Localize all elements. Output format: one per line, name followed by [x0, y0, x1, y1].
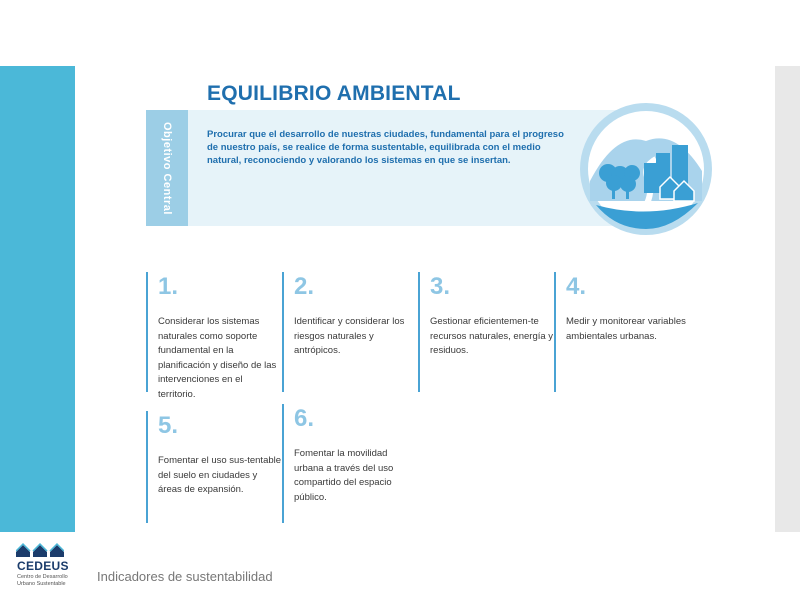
item-text: Considerar los sistemas naturales como soporte fundamental en la planificación y diseño de las intervenciones en el territorio.: [158, 316, 277, 400]
list-item: [418, 272, 554, 392]
page-title: EQUILIBRIO AMBIENTAL: [207, 82, 461, 105]
cedeus-logo-icon: [16, 542, 76, 558]
list-item: [282, 404, 418, 523]
list-item: [554, 272, 690, 392]
item-text: Fomentar el uso sus-tentable del suelo en ciudades y áreas de expansión.: [158, 455, 282, 495]
objective-side-label-wrap: [146, 110, 188, 226]
list-item: [146, 411, 282, 523]
item-number: 6.: [294, 405, 315, 432]
logo-name: CEDEUS: [17, 559, 69, 573]
item-text: Medir y monitorear variables ambientales urbanas.: [566, 316, 686, 342]
item-number: 5.: [158, 412, 179, 439]
item-number: 1.: [158, 273, 179, 300]
objective-side-label: Objetivo Central: [161, 121, 173, 215]
item-number: 3.: [430, 273, 451, 300]
item-number: 2.: [294, 273, 315, 300]
logo-subtitle: Centro de Desarrollo Urbano Sustentable: [17, 574, 68, 587]
item-text: Identificar y considerar los riesgos naturales y antrópicos.: [294, 316, 405, 356]
list-item: [146, 272, 282, 400]
left-accent-bar: [0, 66, 75, 532]
list-item: [282, 272, 418, 392]
footer-text: Indicadores de sustentabilidad: [97, 569, 273, 584]
city-nature-illustration-icon: [576, 101, 716, 237]
objective-text: Procurar que el desarrollo de nuestras ciudades, fundamental para el progreso de nuestro país, se realice de forma sustentable, equilibrada con el medio natural, reconociendo y valorando los sistemas en que se insertan.: [207, 129, 564, 166]
item-text: Fomentar la movilidad urbana a través del uso compartido del espacio público.: [294, 448, 394, 503]
item-text: Gestionar eficientemen-te recursos naturales, energía y residuos.: [430, 316, 554, 356]
item-number: 4.: [566, 273, 587, 300]
right-accent-bar: [775, 66, 800, 532]
